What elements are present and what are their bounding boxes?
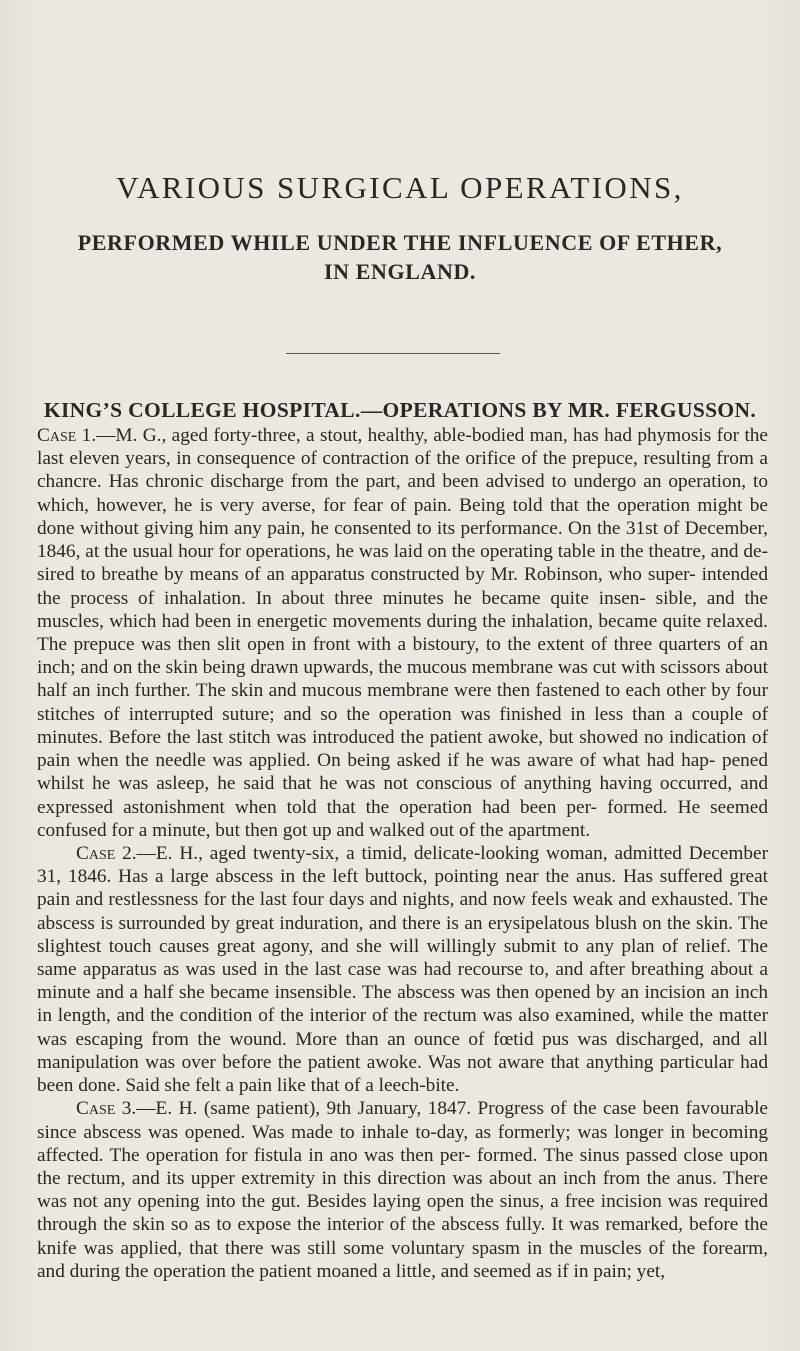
page-subtitle <box>0 228 800 286</box>
title-divider <box>286 353 500 354</box>
case-2-paragraph <box>37 842 768 1097</box>
case-1-text: 1.—M. G., aged forty-three, a stout, healthy, able-bodied man, has had phymosis for the last eleven years, in consequence of contraction of the orifice of the prepuce, resulting from a chancre. Has chronic discharge from the part, and been advised to undergo an operation, to which, however, he is very averse, for fear of pain. Being told that the operation might be done without giving him any pain, he consented to its performance. On the 31st of December, 1846, at the usual hour for operations, he was laid on the operating table in the theatre, and de- sired to breathe by means of an apparatus constructed by Mr. Robinson, who super- intended the process of inhalation. In about three minutes he became quite insen- sible, and the muscles, which had been in energetic movements during the inhalation, became quite relaxed. The prepuce was then slit open in front with a bistoury, to the extent of three quarters of an inch; and on the skin being drawn upwards, the mucous membrane was cut with scissors about half an inch further. The skin and mucous membrane were then fastened to each other by four stitches of interrupted suture; and so the operation was finished in less than a couple of minutes. Before the last stitch was introduced the patient awoke, but showed no indication of pain when the needle was applied. On being asked if he was aware of what had hap- pened whilst he was asleep, he said that he was not conscious of anything having occurred, and expressed astonishment when told that the operation had been per- formed. He seemed confused for a minute, but then got up and walked out of the apartment. <box>37 425 768 841</box>
subtitle-line-2: IN ENGLAND. <box>323 259 477 284</box>
case-3-text: 3.—E. H. (same patient), 9th January, 1847. Progress of the case been favourable since abscess was opened. Was made to inhale to-day, as formerly; was longer in becoming affected. The operation for fistula in ano was then per- formed. The sinus passed close upon the rectum, and its upper extremity in this direction was about an inch from the anus. There was not any opening into the gut. Besides laying open the sinus, a free incision was required through the skin so as to expose the interior of the abscess fully. It was remarked, before the knife was applied, that there was still some voluntary spasm in the muscles of the forearm, and during the operation the patient moaned a little, and seemed as if in pain; yet, <box>37 1098 768 1282</box>
case-2-label: Case <box>76 842 116 864</box>
case-3-paragraph <box>37 1097 768 1283</box>
case-2-text: 2.—E. H., aged twenty-six, a timid, delicate-looking woman, admitted December 31, 1846. Has a large abscess in the left buttock, pointing near the anus. Has suffered great pain and restlessness for the last four days and nights, and now feels weak and exhausted. The abscess is surrounded by great induration, and there is an erysipelatous blush on the skin. The slightest touch causes great agony, and she will willingly submit to any plan of relief. The same apparatus as was used in the last case was had recourse to, and after breathing about a minute and a half she became insensible. The abscess was then opened by an incision an inch in length, and the condition of the interior of the rectum was also examined, while the matter was escaping from the wound. More than an ounce of fœtid pus was discharged, and all manipulation was over before the patient awoke. Was not aware that anything particular had been done. Said she felt a pain like that of a leech-bite. <box>37 842 768 1097</box>
case-1-label: Case <box>37 425 77 446</box>
section-heading: KING’S COLLEGE HOSPITAL.—OPERATIONS BY MR. FERGUSSON. <box>43 398 757 422</box>
case-3-label: Case <box>76 1098 116 1120</box>
case-1-paragraph <box>37 424 768 842</box>
page-title: VARIOUS SURGICAL OPERATIONS, <box>116 170 684 205</box>
body-text <box>37 424 768 1283</box>
subtitle-line-1: PERFORMED WHILE UNDER THE INFLUENCE OF ETHER, <box>77 230 723 255</box>
